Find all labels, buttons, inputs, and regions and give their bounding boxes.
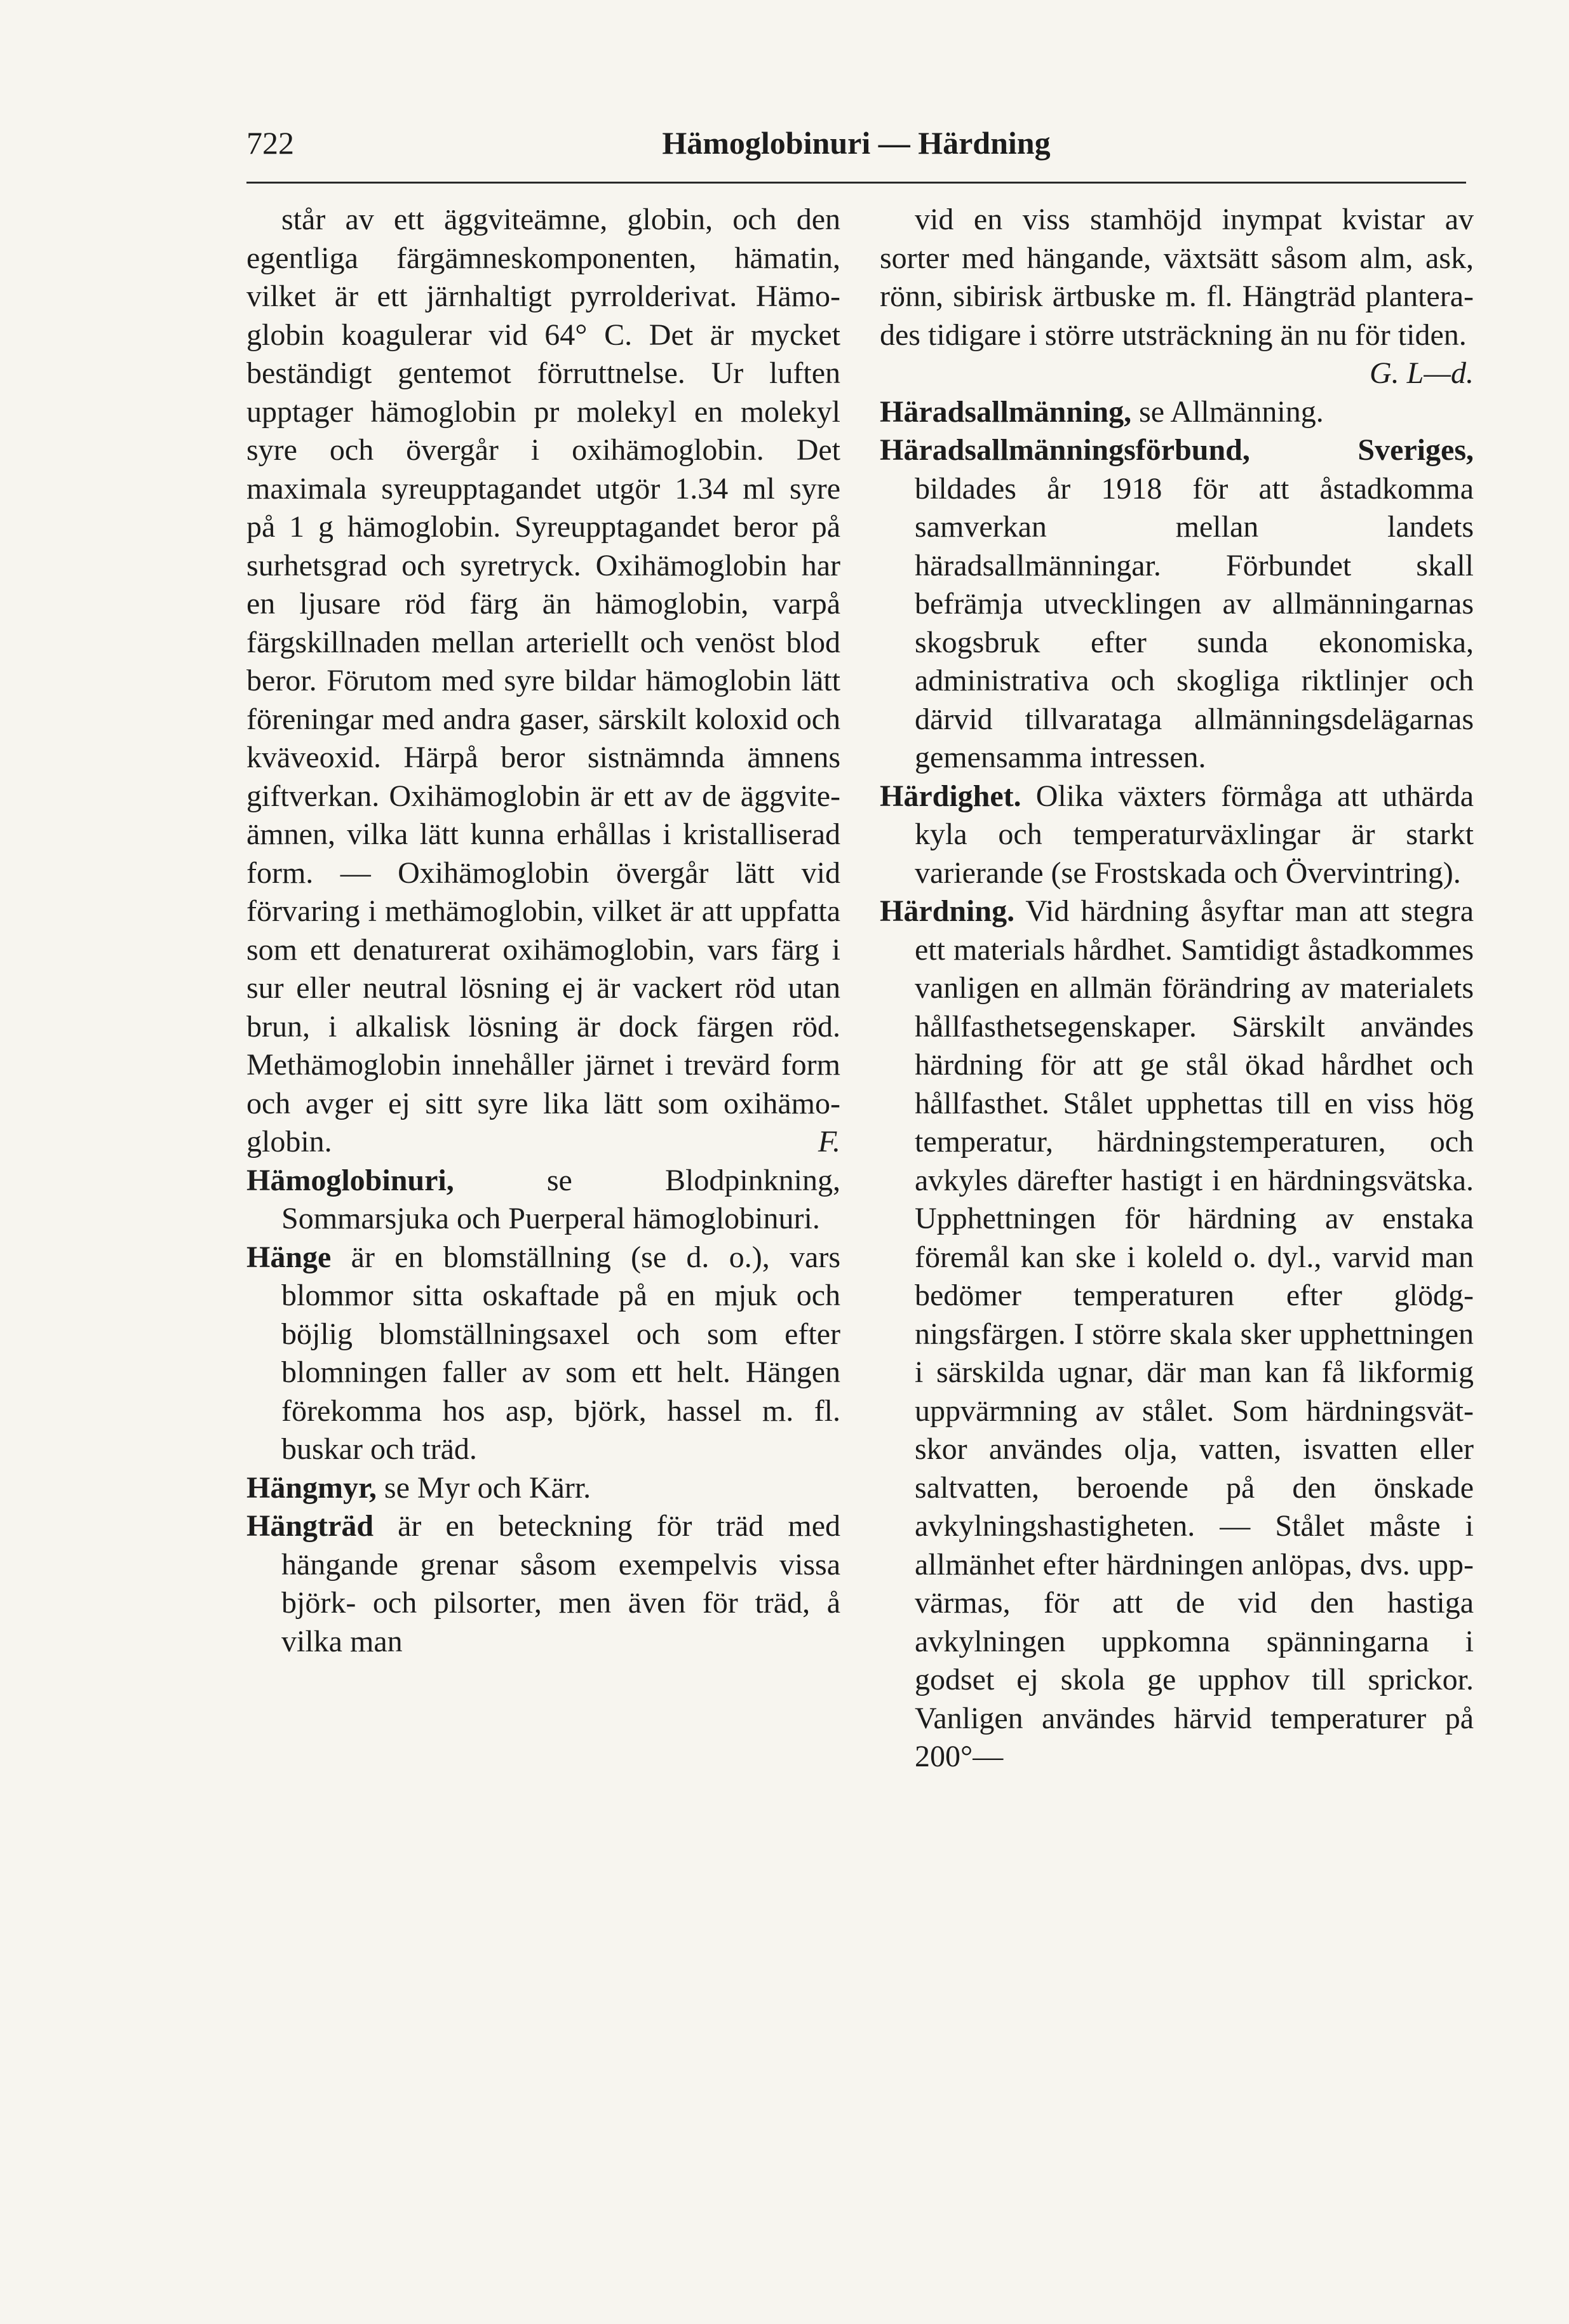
entry-text: är en beteckning för träd med hängande grenar såsom exempelvis vissa björk- och pilsorter, men även för träd, å vilka man (281, 1509, 840, 1658)
page-header (246, 121, 1466, 165)
entry-headword: Härdighet. (880, 779, 1021, 813)
entry-hange (246, 1239, 840, 1469)
header-rule (246, 182, 1466, 184)
entry-headword: Hängmyr, (246, 1470, 377, 1505)
entry-hangmyr (246, 1469, 840, 1508)
entry-headword: Häradsallmänning, (880, 394, 1132, 429)
entry-text: Olika växters förmåga att uthärda kyla och temperaturväxlingar är starkt varierande (se Frostskada och Övervintring). (915, 779, 1474, 890)
continued-text: vid en viss stamhöjd inympat kvistar av sorter med hängande, växtsätt såsom alm, ask, rönn, sibirisk ärtbuske m. fl. Hängträd planterades tidigare i större utsträckning än nu för tiden. (880, 203, 1474, 352)
entry-headword: Hängträd (246, 1509, 374, 1543)
entry-text: bildades år 1918 för att åstadkomma samverkan mellan landets häradsallmänningar. Förbundet skall befrämja utvecklingen av allmänningarnas skogsbruk efter sunda ekonomiska, administrativa och skogliga riktlinjer och därvid tillvarataga allmänningsdelägarnas gemensamma intressen. (915, 471, 1474, 774)
continued-entry (880, 201, 1474, 393)
left-column (246, 201, 840, 1661)
entry-headword: Härdning. (880, 894, 1015, 928)
entry-hangtrad (246, 1507, 840, 1661)
entry-text: Vid härdning åsyftar man att stegra ett materials hårdhet. Samtidigt åstadkommes vanligen en allmän förändring av materialets hållfasthetsegenskaper. Särskilt användes härdning för att ge stål ökad hårdhet och hållfasthet. Stålet upphettas till en viss hög temperatur, härdningstemperaturen, och avkyles därefter hastigt i en härdningsvätska. Upphettningen för härdning av enstaka föremål kan ske i koleld o. dyl., varvid man bedömer temperaturen efter glödgningsfärgen. I större skala sker upphettningen i särskilda ugnar, där man kan få likformig uppvärmning av stålet. Som härdningsvätskor användes olja, vatten, isvatten eller saltvatten, beroende på den önskade avkylningshastigheten. — Stålet måste i allmänhet efter härdningen anlöpas, dvs. uppvärmas, för att de vid den hastiga avkylningen uppkomna spänningarna i godset ej skola ge upphov till sprickor. Vanligen användes härvid temperaturer på 200°— (915, 894, 1474, 1773)
entry-haradsallmanningsforbund (880, 431, 1474, 777)
entry-haradsallmanning (880, 393, 1474, 432)
entry-headword: Häradsallmänningsförbund, Sveriges, (880, 433, 1474, 467)
author-signature: F. (818, 1125, 840, 1159)
continued-entry (246, 201, 840, 1162)
entry-hamoglobinuri (246, 1162, 840, 1239)
entry-hardighet (880, 777, 1474, 893)
entry-headword: Hänge (246, 1240, 332, 1274)
entry-text: se Myr och Kärr. (376, 1470, 591, 1505)
entry-headword: Hämoglobinuri, (246, 1163, 454, 1197)
continued-text: står av ett äggviteämne, globin, och den egentliga färgämneskomponenten, hämatin, vilket är ett järnhaltigt pyrrolderivat. Hämoglobin koagulerar vid 64° C. Det är mycket beständigt gentemot förruttnelse. Ur luften upptager hämoglobin pr molekyl en molekyl syre och övergår i oxihämoglobin. Det maximala syreupptagandet utgör 1.34 ml syre på 1 g hämoglobin. Syreupptagandet beror på surhetsgrad och syretryck. Oxihämoglobin har en ljusare röd färg än hämoglobin, varpå färgskillnaden mellan arteriellt och venöst blod beror. Förutom med syre bildar hämoglobin lätt föreningar med andra gaser, särskilt koloxid och kväveoxid. Härpå beror sistnämnda ämnens giftverkan. Oxihämoglobin är ett av de äggviteämnen, vilka lätt kunna erhållas i kristalliserad form. — Oxihämoglobin övergår lätt vid förvaring i methämoglobin, vilket är att uppfatta som ett denaturerat oxihämoglobin, vars färg i sur eller neutral lösning ej är vackert röd utan brun, i alkalisk lösning är dock färgen röd. Methämoglobin innehåller järnet i trevärd form och avger ej sitt syre lika lätt som oxihämoglobin. (246, 203, 840, 1159)
right-column (880, 201, 1474, 1777)
page-number: 722 (246, 125, 294, 161)
entry-text: se Allmänning. (1131, 394, 1324, 429)
entry-hardning (880, 892, 1474, 1777)
entry-text: är en blomställning (se d. o.), vars blommor sitta oskaftade på en mjuk och böjlig blomställningsaxel och som efter blomningen faller av som ett helt. Hängen förekomma hos asp, björk, hassel m. fl. buskar och träd. (281, 1240, 840, 1466)
author-signature: G. L—d. (1369, 356, 1474, 390)
entry-text: se Blodpinkning, Sommarsjuka och Puerperal hämoglobinuri. (281, 1163, 840, 1235)
running-head: Hämoglobinuri — Härdning (662, 125, 1051, 161)
